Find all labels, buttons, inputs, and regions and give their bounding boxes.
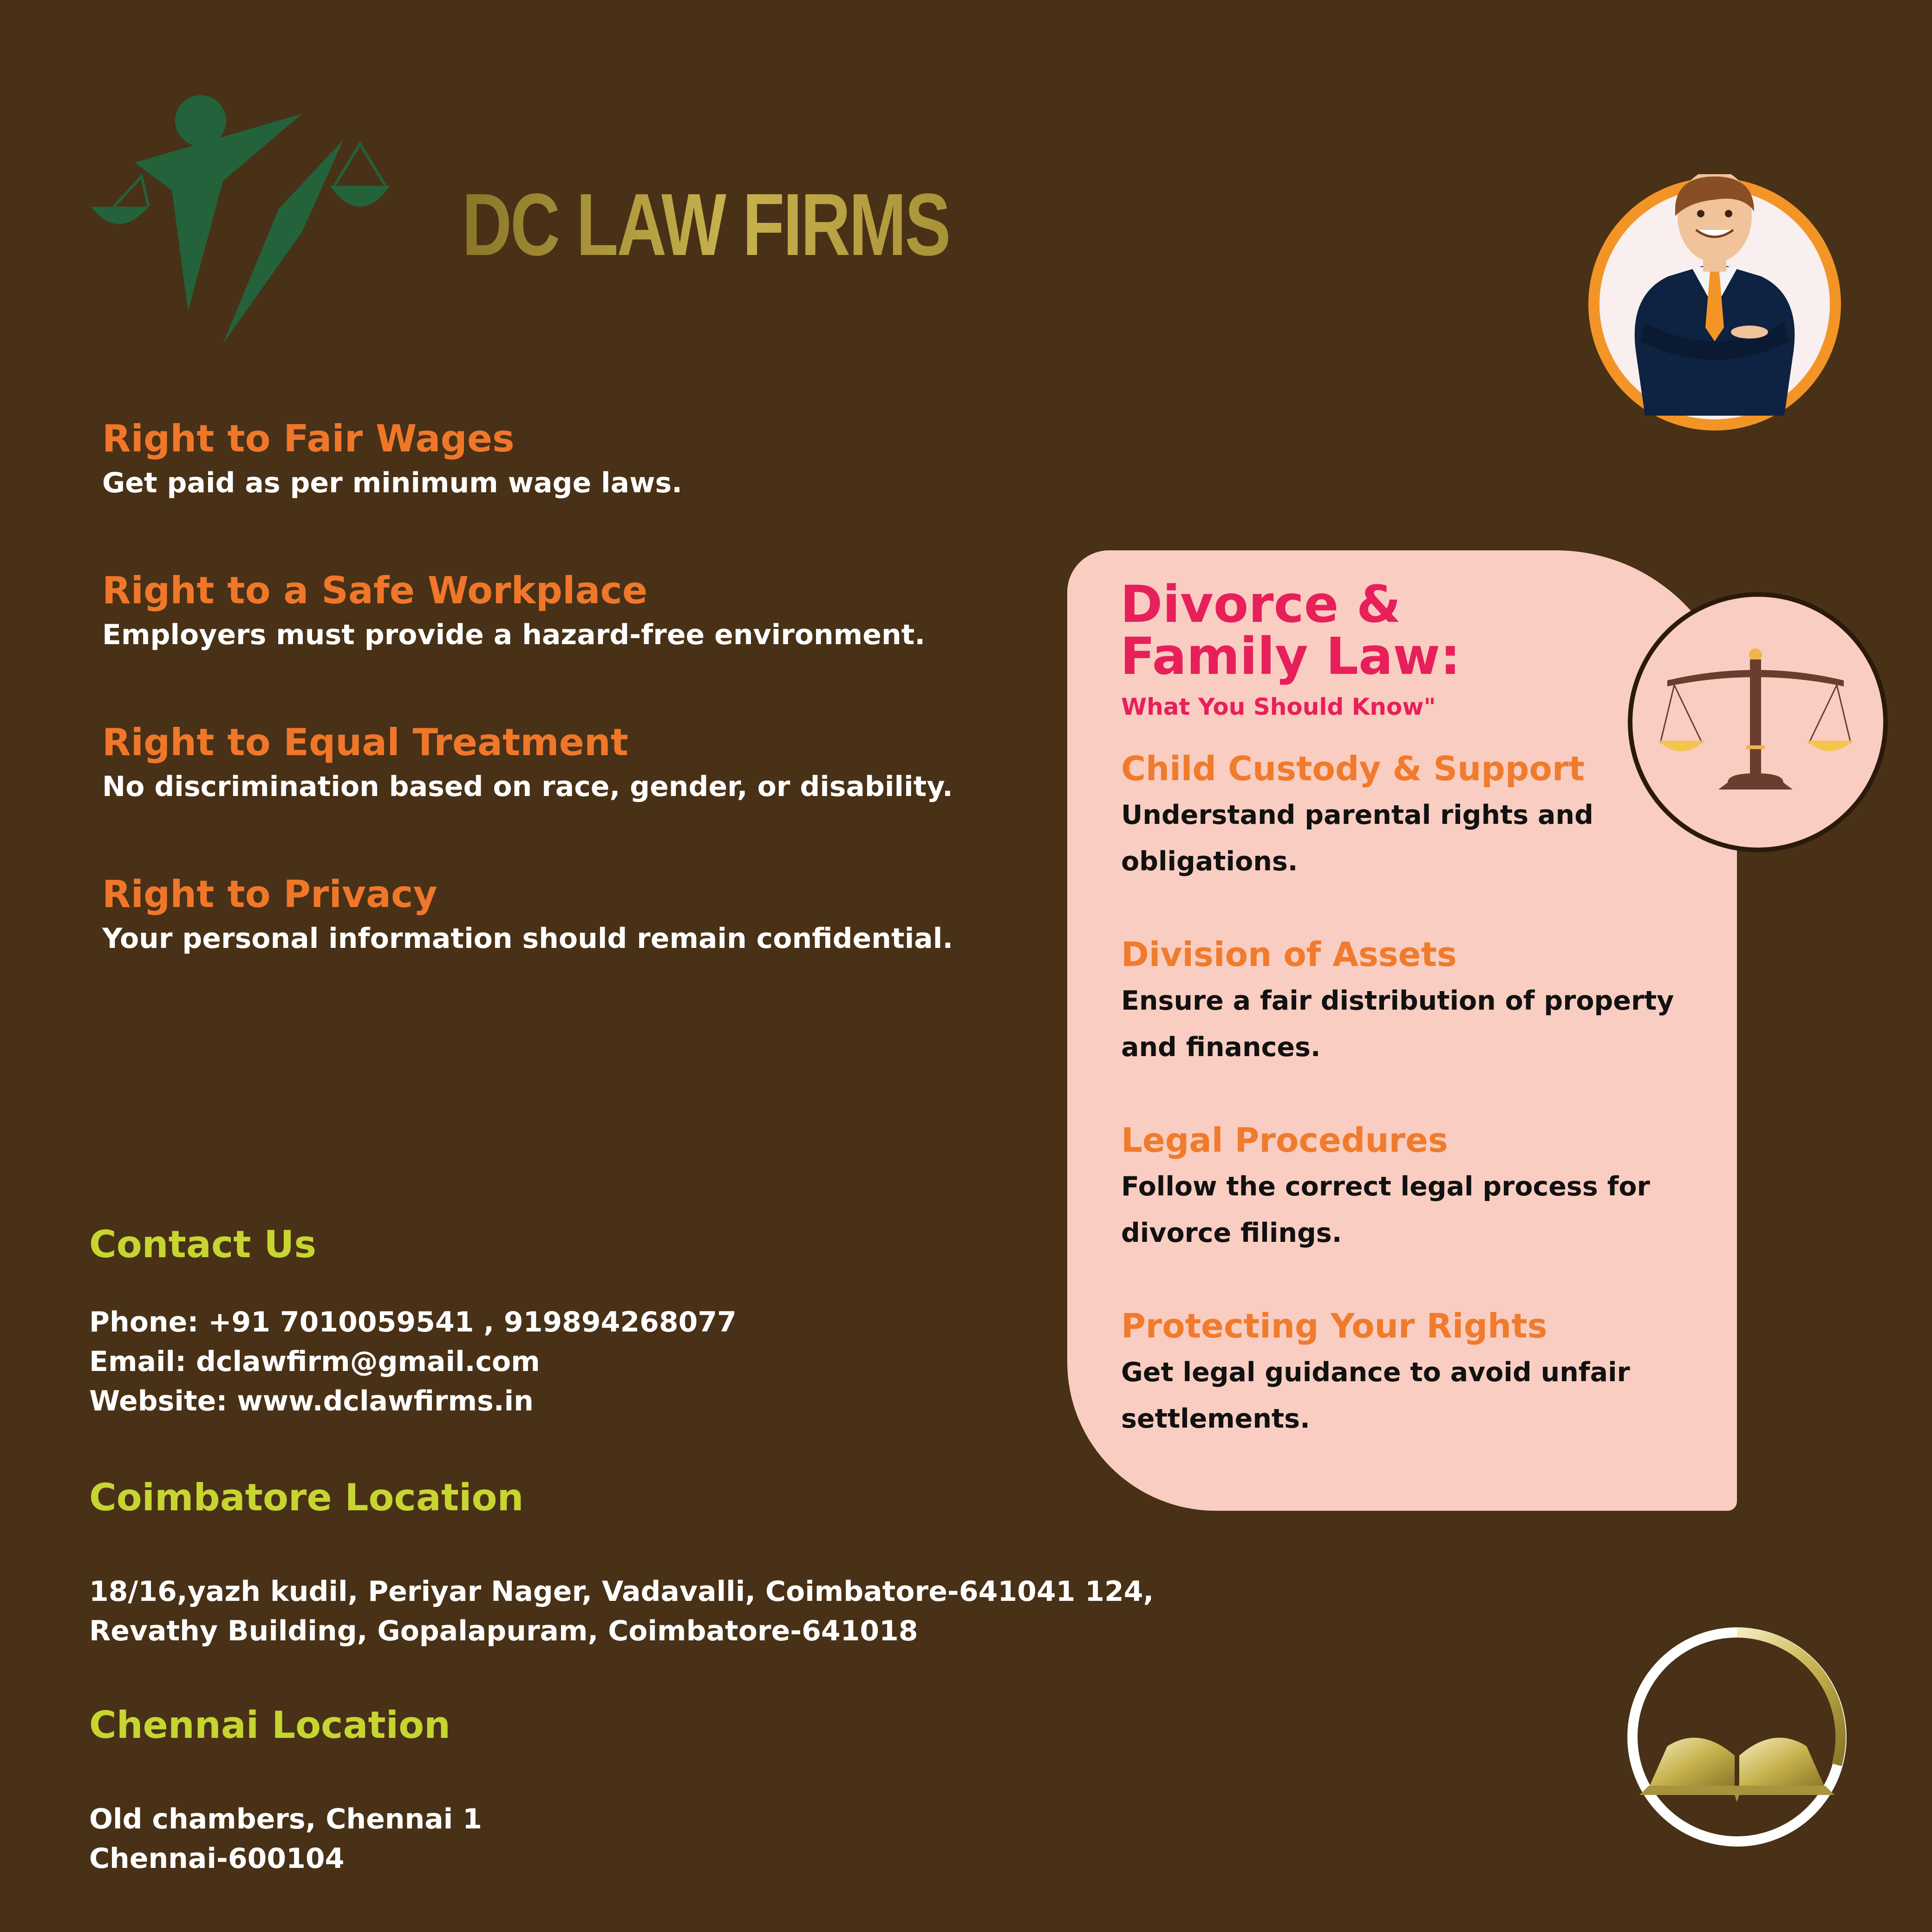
right-title: Right to Privacy: [102, 873, 437, 916]
right-desc: Employers must provide a hazard-free environment.: [102, 619, 926, 651]
topic-title: Legal Procedures: [1121, 1121, 1448, 1160]
coimbatore-address-line: 18/16,yazh kudil, Periyar Nager, Vadavalli, Coimbatore-641041 124,: [89, 1575, 1154, 1608]
chennai-address-line: Old chambers, Chennai 1: [89, 1803, 482, 1835]
right-item: [102, 413, 1031, 565]
card-title-line: Family Law:: [1120, 627, 1461, 686]
topic-item: [1121, 931, 1725, 1117]
topic-desc: Understand parental rights and obligations.: [1121, 800, 1593, 877]
coimbatore-address-line: Revathy Building, Gopalapuram, Coimbatore-641018: [89, 1615, 918, 1647]
right-desc: No discrimination based on race, gender, or disability.: [102, 770, 953, 803]
right-item: [102, 717, 1031, 869]
rights-list: [102, 413, 1031, 1021]
card-title: [1120, 574, 1461, 686]
phone-text: Phone: +91 7010059541 , 919894268077: [89, 1306, 737, 1338]
email-text: Email: dclawfirm@gmail.com: [89, 1345, 540, 1378]
topic-item: [1121, 745, 1725, 931]
topic-title: Child Custody & Support: [1121, 749, 1585, 788]
topic-desc: Ensure a fair distribution of property and finances.: [1121, 986, 1674, 1063]
right-desc: Your personal information should remain confidential.: [102, 922, 953, 955]
coimbatore-heading: Coimbatore Location: [89, 1476, 524, 1519]
justice-scale-logo-icon: [84, 93, 399, 344]
topic-title: Protecting Your Rights: [1121, 1306, 1547, 1345]
topic-desc: Follow the correct legal process for divorce filings.: [1121, 1171, 1650, 1248]
brand-title: DC LAW FIRMS: [462, 174, 949, 275]
topic-desc: Get legal guidance to avoid unfair settlements.: [1121, 1357, 1630, 1434]
right-title: Right to a Safe Workplace: [102, 569, 648, 612]
lawyer-avatar-icon: [1585, 174, 1845, 434]
balance-scale-icon: [1658, 646, 1853, 799]
topic-title: Division of Assets: [1121, 935, 1457, 974]
right-item: [102, 565, 1031, 717]
contact-section: [89, 1221, 1297, 1879]
card-title-line: Divorce &: [1120, 574, 1401, 634]
right-title: Right to Fair Wages: [102, 417, 515, 460]
chennai-heading: Chennai Location: [89, 1704, 451, 1747]
website-text: Website: www.dclawfirms.in: [89, 1385, 534, 1417]
right-title: Right to Equal Treatment: [102, 721, 629, 764]
right-desc: Get paid as per minimum wage laws.: [102, 467, 683, 499]
right-item: [102, 869, 1031, 1021]
card-subtitle: What You Should Know": [1121, 693, 1436, 720]
chennai-address-line: Chennai-600104: [89, 1842, 345, 1875]
open-book-icon: [1621, 1621, 1853, 1853]
contact-heading: Contact Us: [89, 1223, 316, 1266]
